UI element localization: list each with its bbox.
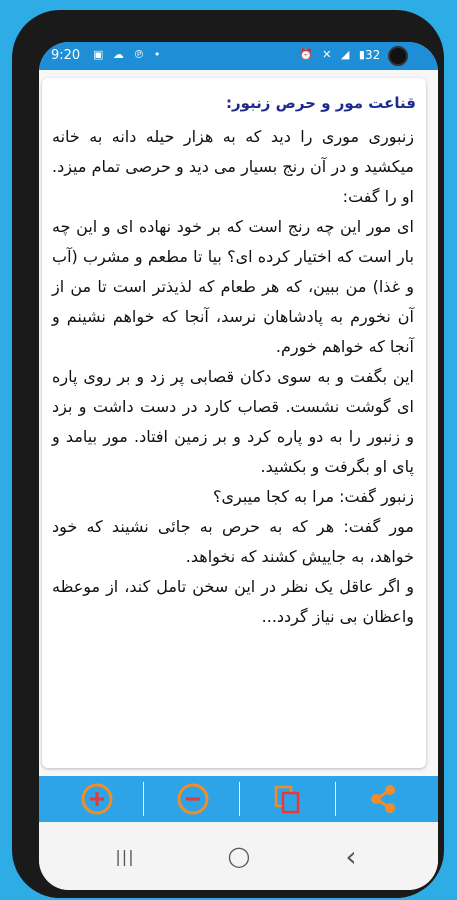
- camera-cutout: [388, 46, 408, 66]
- screen: [39, 42, 438, 890]
- article-title: قناعت مور و حرص زنبور:: [226, 94, 416, 112]
- zoom-in-icon: [80, 782, 114, 816]
- system-icons: ⏰ ✕ ◢ ▮: [299, 48, 368, 61]
- phone-frame: [12, 10, 444, 898]
- recents-button[interactable]: |||: [115, 846, 135, 866]
- zoom-out-icon: [176, 782, 210, 816]
- system-nav-bar: [39, 822, 438, 890]
- share-icon: [366, 782, 400, 816]
- status-time: 9:20: [51, 48, 81, 63]
- notification-icons: ▣ ☁ ℗ •: [93, 48, 164, 61]
- back-button[interactable]: ‹: [345, 839, 357, 873]
- zoom-in-button[interactable]: [49, 776, 145, 822]
- copy-button[interactable]: [239, 776, 335, 822]
- status-bar: [39, 42, 438, 70]
- bottom-toolbar: [39, 776, 438, 822]
- toolbar-divider: [143, 782, 144, 816]
- zoom-out-button[interactable]: [145, 776, 241, 822]
- battery-level: 32: [365, 48, 381, 62]
- article-body: زنبوری موری را دید که به هزار حیله دانه به خانه میکشید و در آن رنج بسیار می دید و حرصی تمام میزد. او را گفت: ای مور این چه رنج است که بر خود نهاده ای و این چه بار است که اختیار کرده ای؟ بیا تا مطعم و مشرب (آب و غذا) من ببین، که هر طعام که لذیذتر است تا من از آن نخورم به پادشاهان نرسد، آنجا که خواهم نشینم و آنجا که خواهم خورم. این بگفت و به سوی دکان قصابی پر زد و بر روی پاره ای گوشت نشست. قصاب کارد در دست داشت و بزد و زنبور را به دو پاره کرد و بر زمین افتاد. مور بیامد و پای او بگرفت و بکشید. زنبور گفت: مرا به کجا میبری؟ مور گفت: هر که به حرص به جائی نشیند که خود خواهد، به جاییش کشند که نخواهد. و اگر عاقل یک نظر در این سخن تامل کند، از موعظه واعظان بی نیاز گردد...: [52, 127, 414, 626]
- content-area[interactable]: [39, 70, 438, 776]
- article-card: [42, 78, 426, 768]
- copy-icon: [270, 782, 304, 816]
- share-button[interactable]: [335, 776, 431, 822]
- home-button[interactable]: ◯: [227, 844, 251, 868]
